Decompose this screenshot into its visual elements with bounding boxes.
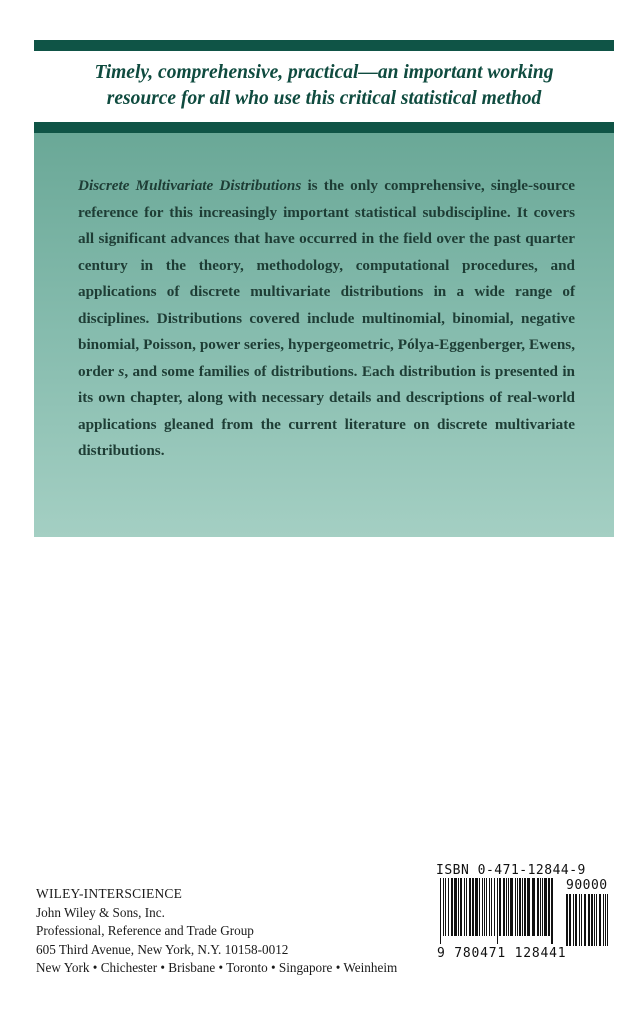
publisher-imprint: WILEY-INTERSCIENCE [36,886,183,901]
barcode-bar [475,878,478,936]
barcode-bar [489,878,490,936]
barcode-bar [451,878,453,936]
barcode-bar [466,878,467,936]
bottom-rule [34,122,614,133]
barcode-bar [548,878,550,936]
barcode-addon-bar [573,894,574,946]
barcode-bar [443,878,444,936]
barcode-bar [544,878,547,936]
publisher-cities: New York • Chichester • Brisbane • Toronto • Singapore • Weinheim [36,960,398,975]
barcode-bar [497,878,498,944]
barcode-addon-bar [581,894,582,946]
publisher-company: John Wiley & Sons, Inc. [36,904,165,920]
barcode-addon-bar [569,894,571,946]
barcode-bar [472,878,474,936]
isbn-label: ISBN 0-471-12844-9 [436,863,586,878]
publisher-group: Professional, Reference and Trade Group [36,923,254,938]
barcode-addon-bar [584,894,586,946]
barcode-bar [464,878,465,936]
top-rule [34,40,614,51]
description-part-2: , and some families of distributions. Each distribution is presented in its own chapter, along with necessary details and descriptions of real-world applications gleaned from the current literature on discrete multivariate distributions. [78,362,575,459]
barcode-bar [482,878,483,936]
barcode-bar [494,878,495,936]
barcode-bar [551,878,553,944]
barcode-bar [532,878,535,936]
barcode-bar [479,878,480,936]
barcode-bar [499,878,501,936]
barcode-bar [515,878,516,936]
barcode-addon-bar [596,894,597,946]
barcode-addon-bar [594,894,595,946]
barcode-bar [542,878,543,936]
barcode-bar [508,878,509,936]
barcode-bar [506,878,507,936]
barcode-addon-bar [579,894,580,946]
barcode-bar [469,878,471,936]
book-title: Discrete Multivariate Distributions [78,177,302,194]
barcode-bar [540,878,541,936]
barcode-bar [524,878,526,936]
tagline [34,60,614,112]
barcode-bar [537,878,539,936]
barcode-addon-bar [607,894,608,946]
barcode-bar [522,878,523,936]
tagline-line-1: Timely, comprehensive, practical—an important working [94,62,554,83]
barcode-bar [454,878,457,936]
publisher-address: 605 Third Avenue, New York, N.Y. 10158-0012 [36,941,289,957]
barcode-bar [440,878,441,944]
barcode-addon-bar [591,894,593,946]
barcode-addon-bar [603,894,604,946]
barcode-addon-number: 90000 [566,878,608,893]
barcode-bar [458,878,459,936]
barcode-bar [484,878,485,936]
barcode-bar [503,878,505,936]
description-text [78,173,575,465]
barcode-bar [527,878,530,936]
barcode-bar [448,878,449,936]
barcode-addon-bar [588,894,590,946]
barcode-bar [517,878,518,936]
barcode-addon-bar [605,894,606,946]
description-italic-s: s [118,362,125,380]
barcode-bar [491,878,492,936]
barcode-addon-bar [599,894,601,946]
tagline-line-2: resource for all who use this critical statistical method [106,88,542,109]
description-part-1: is the only comprehensive, single-source reference for this increasingly important statistical subdiscipline. It covers all significant advances that have occurred in the field over the past quarter century in the theory, methodology, computational procedures, and applications of discrete multivariate distributions in a wide range of disciplines. Distributions covered include multinomial, binomial, negative binomial, Poisson, power series, hypergeometric, Pólya-Eggenberger, Ewens, order [78,177,575,380]
barcode-bar [460,878,462,936]
publisher-block [36,885,397,978]
barcode-main-number: 9 780471 128441 [437,946,567,961]
barcode-bar [510,878,513,936]
barcode-addon-bar [575,894,577,946]
barcode-bar [445,878,446,936]
barcode-bar [519,878,521,936]
barcode-addon-bar [566,894,568,946]
barcode-bar [486,878,487,936]
